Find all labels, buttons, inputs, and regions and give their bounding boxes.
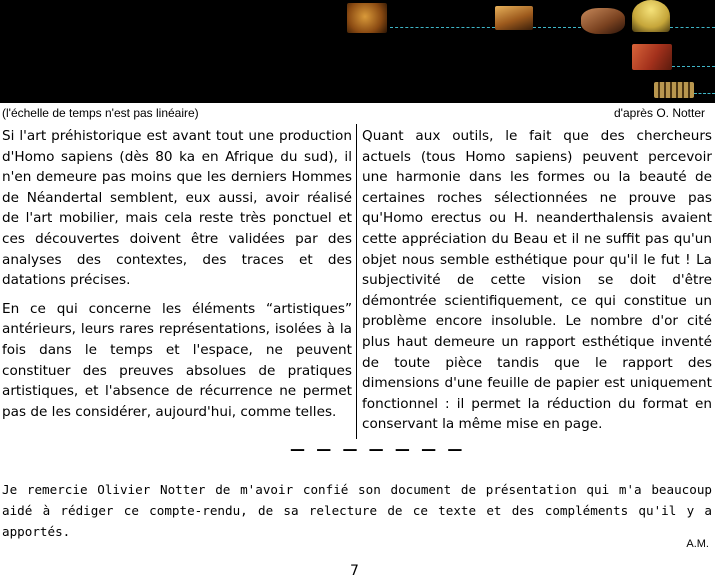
timeline-line [670,27,715,28]
paragraph: Quant aux outils, le fait que des chercheurs actuels (tous Homo sapiens) peuvent percevoir une harmonie dans les formes ou la beauté de certaines roches sélectionnées ne prouve pas qu'Homo erectus ou H. neanderthalensis avaient cette appréciation du Beau et il ne suffit pas qu'un objet nous semble esthétique pour qu'il le fut ! La subjectivité de cette vision se doit d'être démontrée scientifiquement, ce qui constitue un problème encore insoluble. Le nombre d'or cité plus haut demeure un rapport esthétique inventé de toute pièce tandis que le rapport des dimensions d'une feuille de papier est uniquement fonctionnel : il permet la réduction du format en conservant la même mise en page. [362,128,712,433]
caption-left: (l'échelle de temps n'est pas linéaire) [2,106,199,120]
timeline-line [672,66,715,67]
page-number: 7 [350,563,359,579]
artifact-image [632,44,672,70]
artifact-image [495,6,533,30]
artifact-image [347,3,387,33]
separator: — — — — — — — [290,440,466,458]
timeline-line [390,27,495,28]
artifact-image [654,82,694,98]
artifact-image [632,0,670,32]
artifact-image [581,8,625,34]
timeline-line [533,27,581,28]
timeline-line [694,93,715,94]
caption-right: d'après O. Notter [614,106,705,120]
paragraph: En ce qui concerne les éléments “artistiques” antérieurs, leurs rares représentations, isolées à la fois dans le temps et l'espace, ne peuvent constituer des preuves absolues de pratiques artistiques, et l'absence de récurrence ne permet pas de les considérer, aujourd'hui, comme telles. [2,300,352,420]
timeline-banner [0,0,715,103]
acknowledgement: Je remercie Olivier Notter de m'avoir confié son document de présentation qui m'a beaucoup aidé à rédiger ce compte-rendu, de sa relecture de ce texte et des compléments qu'il y a apportés. [2,482,712,539]
right-column [362,126,712,435]
paragraph: Si l'art préhistorique est avant tout une production d'Homo sapiens (dès 80 ka en Afrique du sud), il n'en demeure pas moins que les derniers Hommes de Néandertal semblent, eux aussi, avoir réalisé de l'art mobilier, mais cela reste très ponctuel et ces découvertes doivent être validées par des analyses des contextes, des traces et des datations précises. [2,128,352,289]
author-initials: A.M. [686,538,709,550]
column-divider [356,124,357,439]
left-column [2,126,352,422]
